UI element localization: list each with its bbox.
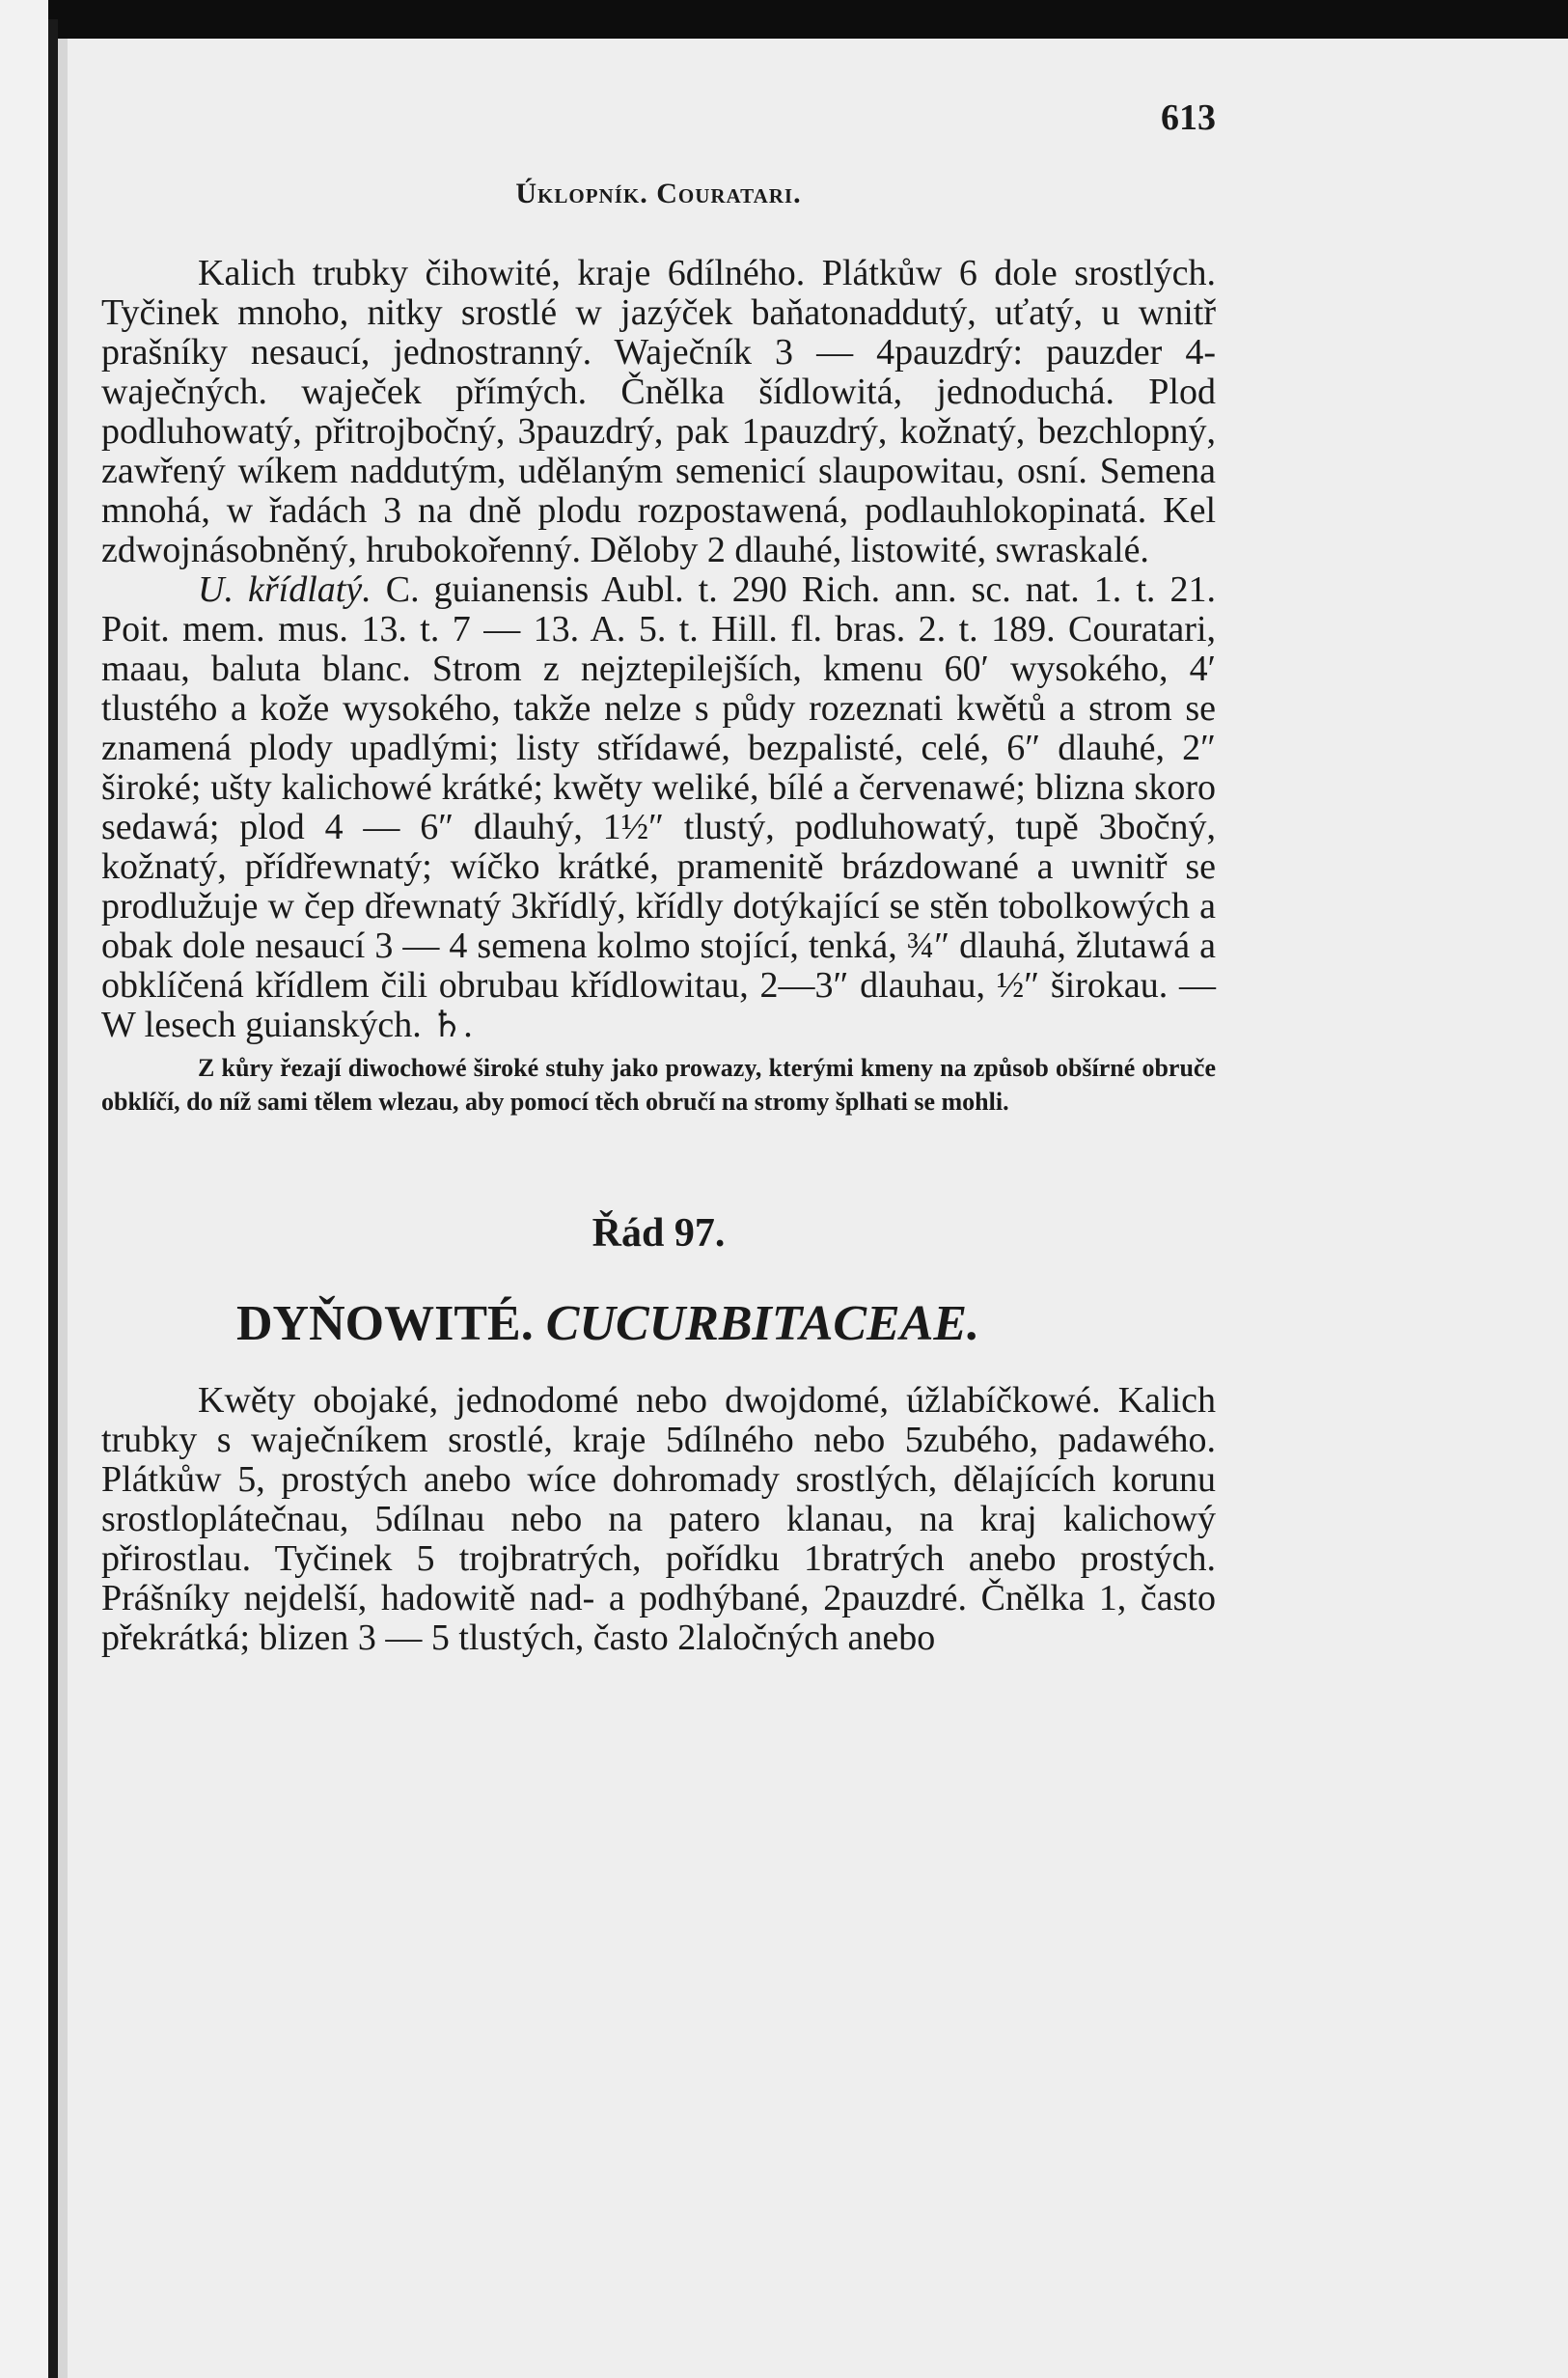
species-text: C. guianensis Aubl. t. 290 Rich. ann. sc. nat. 1. t. 21. Poit. mem. mus. 13. t. 7 — 13. A. 5. t. Hill. fl. bras. 2. t. 189. Couratari, maau, baluta blanc. Strom z nejztepilejších, kmenu 60′ wysokého, 4′ tlustého a kože wysokého, takže nelze s půdy rozeznati kwětů a strom se znamená plody upadlými; listy střídawé, bezpalisté, celé, 6″ dlauhé, 2″ široké; ušty kalichowé krátké; kwěty weliké, bílé a červenawé; blizna skoro sedawá; plod 4 — 6″ dlauhý, 1½″ tlustý, podluhowatý, tupě 3bočný, kožnatý, přídřewnatý; wíčko krátké, pramenitě brázdowané a uwnitř se prodlužuje w čep dřewnatý 3křídlý, křídly dotýkající se stěn tobolkowých a obak dole nesaucí 3 — 4 semena kolmo stojící, tenká, ¾″ dlauhá, žlutawá a obklíčená křídlem čili obrubau křídlowitau, 2—3″ dlauhau, ½″ širokau. — W lesech guianských. ♄. — [101, 569, 1216, 1045]
order-heading: Řád 97. — [591, 1211, 726, 1256]
family-description: Kwěty obojaké, jednodomé nebo dwojdomé, úžlabíčkowé. Kalich trubky s waječníkem srostlé, kraje 5dílného nebo 5zubého, padawého. Plátkůw 5, prostých anebo wíce dohromady srostlých, dělajících korunu srostloplátečnau, 5dílnau nebo na patero klanau, na kraj kalichowý přirostlau. Tyčinek 5 trojbratrých, pořídku 1bratrých anebo prostých. Prášníky nejdelší, hadowitě nad- a podhýbané, 2pauzdré. Čnělka 1, často překrátká; blizen 3 — 5 tlustých, často 2laločných anebo — [101, 1380, 1216, 1658]
usage-note: Z kůry řezají diwochowé široké stuhy jako prowazy, kterými kmeny na způsob obšírné obruče obklíčí, do níž sami tělem wlezau, aby pomocí těch obručí na stromy šplhati se mohli. — [101, 1054, 1216, 1116]
page-gutter — [48, 19, 58, 2378]
species-label: U. křídlatý. — [198, 569, 371, 610]
running-header: Úklopník. Couratari. — [515, 178, 802, 209]
genus-description: Kalich trubky čihowité, kraje 6dílného. Plátkůw 6 dole srostlých. Tyčinek mnoho, nitky srostlé w jazýček baňatonaddutý, uťatý, u wnitř prašníky nesaucí, jednostranný. Waječník 3 — 4pauzdrý: pauzder 4-waječných. waječek přímých. Čnělka šídlowitá, jednoduchá. Plod podluhowatý, přitrojbočný, 3pauzdrý, pak 1pauzdrý, kožnatý, bezchlopný, zawřený wíkem naddutým, udělaným semenicí slaupowitau, osní. Semena mnohá, w řadách 3 na dně plodu rozpostawená, podlauhlokopinatá. Kel zdwojnásobněný, hrubokořenný. Děloby 2 dlauhé, listowité, swraskalé. — [101, 253, 1216, 570]
left-page-margin — [0, 0, 48, 2378]
species-entry — [101, 570, 1216, 1045]
family-czech-name: DYŇOWITÉ. — [236, 1296, 534, 1351]
family-heading — [101, 1295, 1216, 1352]
page-content — [101, 97, 1216, 1658]
page-number: 613 — [1161, 97, 1216, 138]
family-latin-name: CUCURBITACEAE. — [545, 1296, 980, 1351]
